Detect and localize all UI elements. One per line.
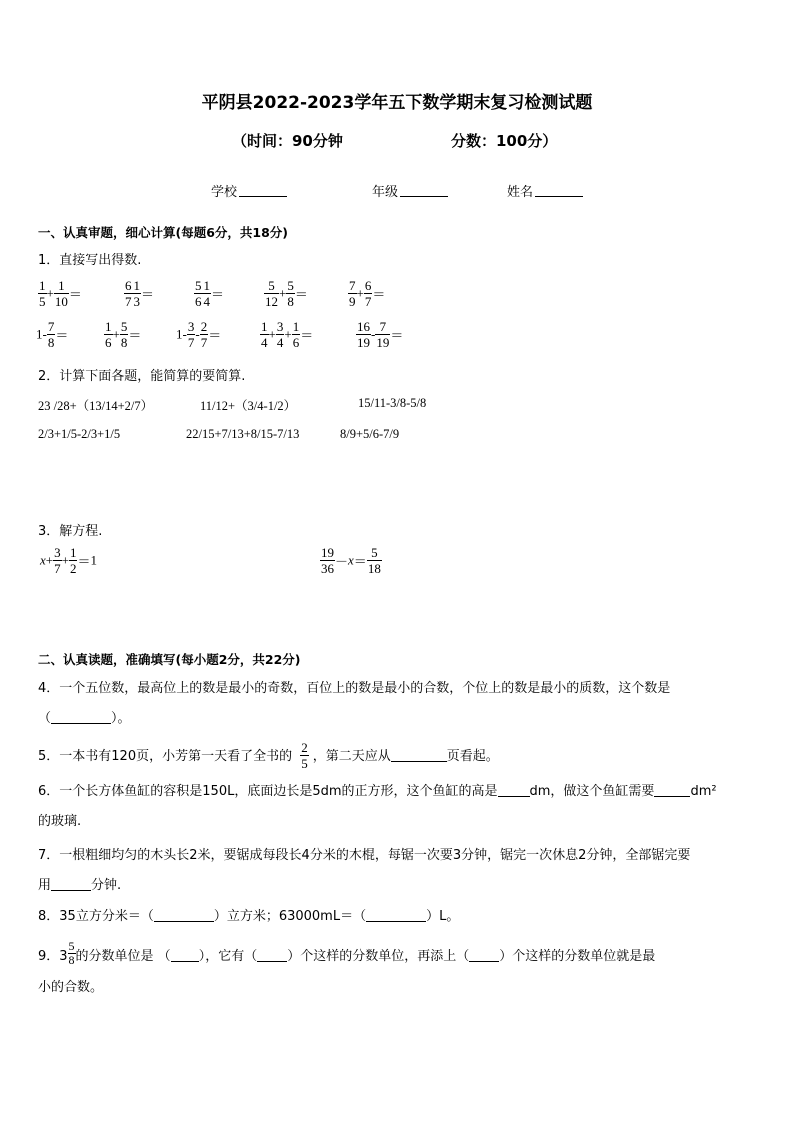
fraction: $\frac{6}{7}$ [364,278,372,309]
q5-fraction: $\frac{2}{5}$ [301,740,308,771]
q2-prompt: 2．计算下面各题，能简算的要简算. [38,369,246,384]
q7-line2: 用 分钟. [38,878,122,893]
fraction: $\frac{16}{19}$ [357,319,370,350]
q2-item-3: 15/11-3/8-5/8 [358,396,427,410]
eq1-x: x [40,552,46,568]
name-field [507,181,583,200]
q6-line2: 的玻璃. [38,814,82,829]
q1-row1-expr-2: $\frac{6}{7}$ $\frac{1}{3}$ ＝ [125,278,155,309]
q2-item-1: 23 /28+（13/14+2/7） [38,399,154,413]
name-label: 姓名 [507,185,534,200]
fraction: $\frac{1}{4}$ [261,319,268,350]
q1-row2-expr-1: 1- $\frac{7}{8}$ ＝ [36,319,69,350]
eq1-frac-b: $\frac{1}{2}$ [69,545,77,576]
section1-heading: 一、认真审题，细心计算(每题6分，共18分) [38,225,289,240]
q9-blank-3[interactable] [469,948,499,962]
fraction: $\frac{1}{3}$ [133,278,140,309]
q1-row1-expr-4: $\frac{5}{12}$ + $\frac{5}{8}$ ＝ [265,278,308,309]
fraction: $\frac{1}{5}$ [39,278,46,309]
grade-blank[interactable] [400,184,448,197]
q8-blank-1[interactable] [154,908,214,922]
eq1-rhs: 1 [90,552,97,568]
eq2-frac-b: $\frac{5}{18}$ [367,545,381,576]
q9-line1: 9．3 $\frac{5}{8}$ 的分数单位是 （ ），它有（ ）个这样的分数单位，再添上（ ）个这样的分数单位就是最 [38,939,656,967]
q3-equation-2: $\frac{19}{36}$ －x＝ $\frac{5}{18}$ [321,545,381,576]
q1-row1-expr-1: $\frac{1}{5}$ + $\frac{1}{10}$ ＝ [39,278,82,309]
fraction: $\frac{7}{19}$ [376,319,390,350]
fraction: $\frac{5}{8}$ [120,319,128,350]
q9-line2: 小的合数。 [38,980,104,995]
fraction: $\frac{6}{7}$ [125,278,132,309]
fraction: $\frac{5}{6}$ [195,278,202,309]
eq1-frac-a: $\frac{3}{7}$ [54,545,61,576]
q1-prompt: 1．直接写出得数. [38,253,142,268]
q2-item-4: 2/3+1/5-2/3+1/5 [38,427,121,441]
q4-blank[interactable] [51,710,111,724]
school-field [211,181,287,200]
exam-score: 分数：100分） [451,132,558,150]
q9-blank-2[interactable] [257,948,287,962]
fraction: $\frac{1}{10}$ [54,278,68,309]
q8-blank-2[interactable] [366,908,426,922]
q4-line1: 4．一个五位数，最高位上的数是最小的奇数，百位上的数是最小的合数，个位上的数是最小的质数，这个数是 [38,681,671,696]
section2-heading: 二、认真读题，准确填写(每小题2分，共22分) [38,652,301,667]
q1-row2-expr-4: $\frac{1}{4}$ + $\frac{3}{4}$ + $\frac{1}{6}$ ＝ [261,319,314,350]
q1-row1-expr-3: $\frac{5}{6}$ $\frac{1}{4}$ ＝ [195,278,225,309]
q2-item-2: 11/12+（3/4-1/2） [200,399,297,413]
fraction: $\frac{5}{12}$ [265,278,278,309]
q1-row1-expr-5: $\frac{7}{9}$ + $\frac{6}{7}$ ＝ [349,278,386,309]
q2-item-6: 8/9+5/6-7/9 [340,427,400,441]
page-title: 平阴县2022-2023学年五下数学期末复习检测试题 [201,93,593,113]
grade-label: 年级 [372,185,399,200]
q6-line1: 6．一个长方体鱼缸的容积是150L，底面边长是5dm的正方形，这个鱼缸的高是 dm，做这个鱼缸需要 dm² [38,784,717,799]
fraction: $\frac{5}{8}$ [287,278,294,309]
fraction: $\frac{1}{6}$ [292,319,300,350]
q1-row2-expr-3: 1- $\frac{3}{7}$ - $\frac{2}{7}$ ＝ [176,319,222,350]
name-blank[interactable] [535,184,583,197]
school-label: 学校 [211,185,238,200]
q3-equation-1: x+ $\frac{3}{7}$ + $\frac{1}{2}$ ＝1 [40,545,97,576]
q3-prompt: 3．解方程. [38,524,103,539]
fraction: $\frac{1}{4}$ [203,278,210,309]
fraction: $\frac{3}{4}$ [276,319,284,350]
q1-row2-expr-2: $\frac{1}{6}$ + $\frac{5}{8}$ ＝ [105,319,142,350]
eq2-frac-a: $\frac{19}{36}$ [321,545,334,576]
fraction: $\frac{7}{9}$ [349,278,356,309]
q8: 8．35立方分米＝（ ）立方米；63000mL＝（ ）L。 [38,909,460,924]
school-blank[interactable] [239,184,287,197]
q1-row2-expr-5: $\frac{16}{19}$ - $\frac{7}{19}$ ＝ [357,319,404,350]
q7-line1: 7．一根粗细均匀的木头长2米，要锯成每段长4分米的木棍，每锯一次要3分钟，锯完一次休息2分钟，全部锯完要 [38,848,691,863]
fraction: $\frac{7}{8}$ [47,319,55,350]
fraction: $\frac{2}{7}$ [200,319,208,350]
q9-fraction: $\frac{5}{8}$ [68,939,75,967]
q6-blank-1[interactable] [498,783,530,797]
q7-blank[interactable] [51,877,91,891]
q2-item-5: 22/15+7/13+8/15-7/13 [186,427,300,441]
q5-blank[interactable] [391,748,447,762]
q6-blank-2[interactable] [654,783,690,797]
exam-time: （时间：90分钟 [232,132,343,150]
fraction: $\frac{1}{6}$ [105,319,112,350]
grade-field [372,181,448,200]
q5: 5．一本书有120页，小芳第一天看了全书的 $\frac{2}{5}$ ，第二天应从 页看起。 [38,740,499,771]
fraction: $\frac{3}{7}$ [187,319,195,350]
q4-line2: （ ）。 [38,711,131,726]
eq2-x: x [348,552,354,568]
q9-blank-1[interactable] [171,948,199,962]
